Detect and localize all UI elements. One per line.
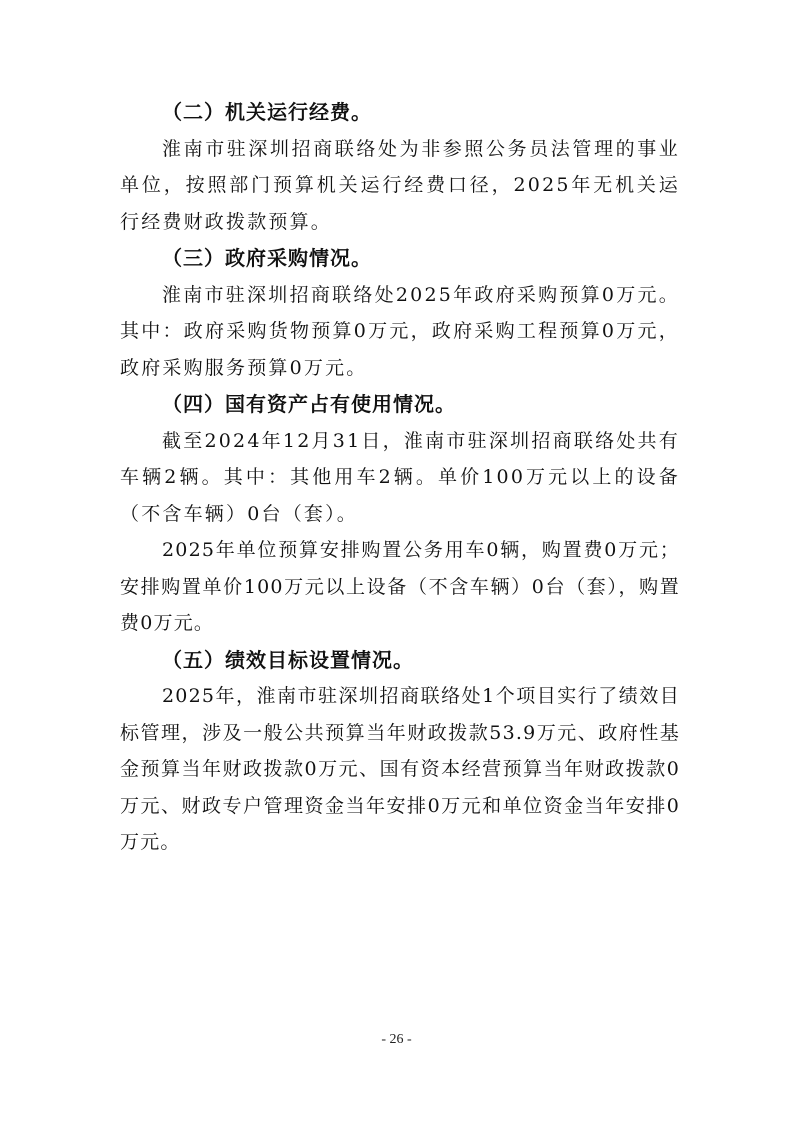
section-heading-operating-expenses: （二）机关运行经费。 <box>162 100 372 124</box>
section-heading-state-assets: （四）国有资产占有使用情况。 <box>162 392 456 416</box>
page-number: - 26 - <box>381 1032 412 1047</box>
paragraph-operating-expenses: 淮南市驻深圳招商联络处为非参照公务员法管理的事业单位，按照部门预算机关运行经费口径，2025年无机关运行经费财政拨款预算。 <box>120 137 680 233</box>
paragraph-state-assets-purchase: 2025年单位预算安排购置公务用车0辆，购置费0万元；安排购置单价100万元以上设备（不含车辆）0台（套），购置费0万元。 <box>120 539 680 634</box>
section-heading-performance-targets: （五）绩效目标设置情况。 <box>162 647 414 672</box>
paragraph-government-procurement: 淮南市驻深圳招商联络处2025年政府采购预算0万元。其中：政府采购货物预算0万元，政府采购工程预算0万元，政府采购服务预算0万元。 <box>120 283 680 379</box>
paragraph-performance-targets: 2025年，淮南市驻深圳招商联络处1个项目实行了绩效目标管理，涉及一般公共预算当年财政拨款53.9万元、政府性基金预算当年财政拨款0万元、国有资本经营预算当年财政拨款0万元、财政专户管理资金当年安排0万元和单位资金当年安排0万元。 <box>120 685 680 853</box>
document-body <box>120 94 680 861</box>
paragraph-state-assets-vehicles: 截至2024年12月31日，淮南市驻深圳招商联络处共有车辆2辆。其中：其他用车2辆。单价100万元以上的设备（不含车辆）0台（套）。 <box>120 429 680 525</box>
section-heading-government-procurement: （三）政府采购情况。 <box>162 246 372 270</box>
